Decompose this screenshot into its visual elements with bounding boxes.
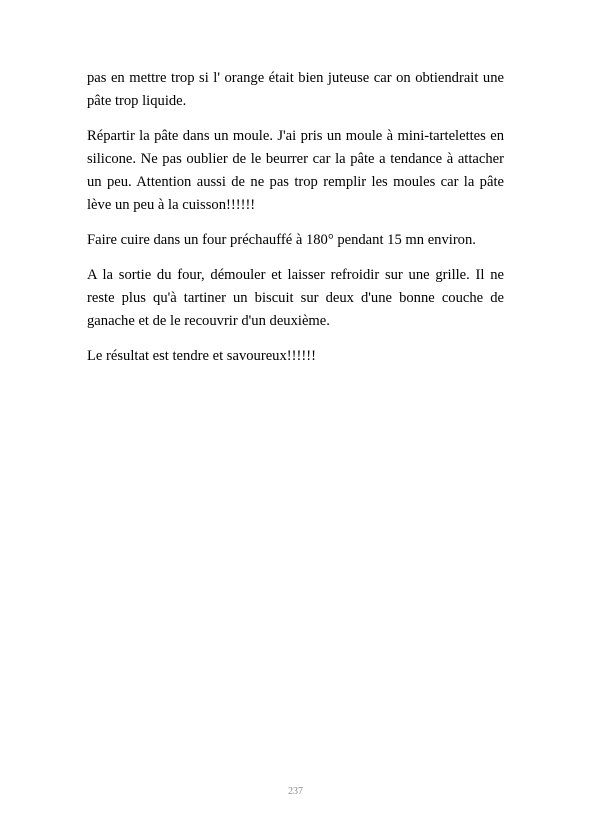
paragraph-result: Le résultat est tendre et savoureux!!!!!! [87,348,316,364]
page-number: 237 [288,786,303,797]
paragraph-orange-note: pas en mettre trop si l' orange était bien juteuse car on obtiendrait une pâte trop liquide. [87,70,504,109]
paragraph-baking-instructions: Faire cuire dans un four préchauffé à 180° pendant 15 mn environ. [87,232,476,248]
recipe-text-body [87,67,504,380]
paragraph-assembly-instructions: A la sortie du four, démouler et laisser refroidir sur une grille. Il ne reste plus qu'à tartiner un biscuit sur deux d'une bonne couche de ganache et de le recouvrir d'un deuxième. [87,267,504,329]
paragraph-mold-instructions: Répartir la pâte dans un moule. J'ai pris un moule à mini-tartelettes en silicone. Ne pas oublier de le beurrer car la pâte a tendance à attacher un peu. Attention aussi de ne pas trop remplir les moules car la pâte lève un peu à la cuisson!!!!!! [87,128,504,213]
